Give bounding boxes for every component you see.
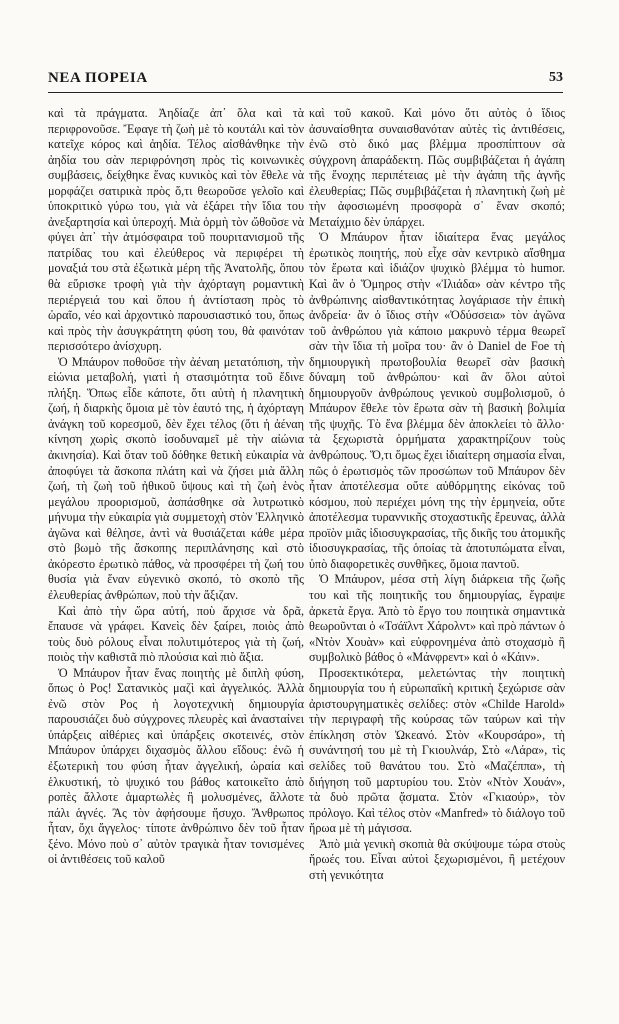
paragraph: Ὁ Μπάυρον ἦταν ἕνας ποιητὴς μὲ διπλὴ φύση, ὅπως ὁ Ρος! Σατανικὸς μαζὶ καὶ ἀγγελικός. Ἀλλὰ ἐνῶ στὸν Ρος ἡ λογοτεχνικὴ δημιουργία παρουσιάζει δυὸ σύγχρονες πλευρὲς καὶ ἀνασταίνει ὑπάρξεις αἰθέριες καὶ ὑπάρξεις σκοτεινές, στὸν Μπάυρον ὑπάρχει διχασμὸς ἄλλου εἴδους: ἐνῶ ἡ ἐξωτερικὴ του φύση ἦταν ἀγγελική, ὡραία καὶ ἑλκυστική, τὸ ψυχικό του βάθος κατοικεῖτο ἀπὸ ροπὲς ἄλλοτε ἁμαρτωλὲς ἢ μολυσμένες, ἄλλοτε πάλι ἁγνές. Ἂς τὸν ἀφήσουμε ἥσυχο. Ἄνθρωπος ἦταν, ὄχι ἄγγελος· τίποτε ἀνθρώπινο δὲν τοῦ ἦταν ξένο. Μόνο ποὺ σ᾽ αὐτὸν τραγικὰ ἦταν τονισμένες οἱ ἀντιθέσεις τοῦ καλοῦ: [48, 665, 304, 867]
paragraph: Ὁ Μπάυρον ποθοῦσε τὴν ἀέναη μετατόπιση, τὴν εἰώνια μεταβολή, γιατὶ ἡ στασιμότητα τοῦ ἔδινε πλήξη. Ὅπως εἶδε κάποτε, ὅτι αὐτὴ ἡ πλανητικὴ ζωή, ἡ διαρκὴς ὅμοια μὲ τὸν ἑαυτό της, ἡ ἀχόρταγη ἀνάγκη τοῦ κορεσμοῦ, δὲν ἔχει τέλος (ὅτι ἡ ἀέναη κίνηση χωρὶς σκοπὸ ἰσοδυναμεῖ μὲ τὴν αἰώνια ἀκινησία). Καὶ ὅταν τοῦ δόθηκε θετικὴ εὐκαιρία νὰ ἀποφύγει τὰ ἄσκοπα πλάτη καὶ νὰ ζήσει μιὰ ἄλλη ζωή, τὴ ζωὴ τοῦ ἠθικοῦ ὕψους καὶ τὴ ζωὴ ἑνὸς μεγάλου προορισμοῦ, ἀσπάσθηκε σὰ λυτρωτικὸ μήνυμα τὴν εὐκαιρία γιὰ συμμετοχὴ στὸν Ἑλληνικὸ ἀγῶνα καὶ θέλησε, ἀντὶ νὰ θυσιάζεται κάθε μέρα στὸ βωμὸ τῆς ἄσκοπης περιπλάνησης καὶ στὸ ἀκόρεστο ἐρωτικὸ πάθος, νὰ προσφέρει τὴ ζωή του θυσία γιὰ ἕναν εὐγενικὸ σκοπό, τὸ σκοπὸ τῆς ἐλευθερίας ἀνθρώπων, ποὺ τὴν ἄξιζαν.: [48, 354, 304, 602]
page-header: [0, 0, 619, 100]
paragraph: Ὁ Μπάυρον ἦταν ἰδιαίτερα ἕνας μεγάλος ἐρωτικὸς ποιητής, ποὺ εἶχε σὰν κεντρικὸ αἴσθημα τὸν ἔρωτα καὶ ἰδιάζον ψυχικὸ βλέμμα τὸ humor. Καὶ ἂν ὁ Ὅμηρος στὴν «Ἰλιάδα» σὰν κέντρο τῆς ἀνθρώπινης αἰσθαντικότητας λογάριασε τὴν ἐπικὴ ἀνδρεία· ἂν ὁ ἴδιος στὴν «Ὀδύσσεια» τὸν ἀγῶνα τοῦ ἀνθρώπου γιὰ κάποιο μακρυνὸ τέρμα θεωρεῖ σὰν τὴν ἴδια τὴ μοῖρα του· ἂν ὁ Daniel de Foe τὴ δημιουργικὴ πρωτοβουλία θεωρεῖ σὰν βασικὴ δύναμη τοῦ ἀνθρώπου· καὶ ἂν ὅλοι αὐτοὶ δημιουργοῦν ἀνθρώπους γενικοὺ συμβολισμοῦ, ὁ Μπάυρον ἔθελε τὸν ἔρωτα σὰν τὴ βασικὴ βολιμία τῆς ψυχῆς. Τὸ ἕνα βλέμμα δὲν ἀποκλείει τὸ ἄλλο· τὰ ξεχωριστὰ ὁρμήματα χαρακτηρίζουν τοὺς ἀνθρώπους. Ὅ,τι ὅμως ἔχει ἰδιαίτερη σημασία εἶναι, πῶς ὁ ἐρωτισμὸς τῶν προσώπων τοῦ Μπάυρον δὲν ἦταν ἀποτέλεσμα οὔτε αὐθόρμητης εἰκόνας τοῦ κόσμου, ποὺ περιέχει μόνη της τὴν ἑρμηνεία, οὔτε ἀποτέλεσμα τυραννικῆς στοχαστικῆς ἔρευνας, ἀλλὰ προϊὸν μιᾶς ἰδιοσυγκρασίας, τῆς δικῆς του ἀτομικῆς ἰδιοσυγκρασίας, τῆς ὁποίας τὰ ἀποτυπώματα εἶναι, ὑπὸ διαφορετικὲς συνθῆκες, ὅμοια παντοῦ.: [309, 230, 565, 571]
paragraph: Καὶ ἀπὸ τὴν ὥρα αὐτή, ποὺ ἄρχισε νὰ δρᾶ, ἔπαυσε νὰ γράφει. Κανεὶς δὲν ξαίρει, ποιὸς ἀπὸ τοὺς δυὸ ρόλους εἶναι πολυτιμότερος γιὰ τὴ ζωή, ποιὸς τὴν καθιστᾶ πιὸ πλούσια καὶ πιὸ ἄξια.: [48, 603, 304, 665]
page-number: 53: [549, 70, 563, 85]
paragraph: καὶ τοῦ κακοῦ. Καὶ μόνο ὅτι αὐτὸς ὁ ἴδιος ἀσυναίσθητα συναισθανόταν αὐτὲς τὶς ἀντιθέσεις, ἐνῶ στὸ δικό μας βλέμμα προσπίπτουν σὰ σύγχρονη ἀπαράδεκτη. Πῶς συμβιβάζεται ἡ ἀγάπη τῆς ἔνοχης περιπέτειας μὲ τὴν ἀγάπη τῆς ἁγνῆς ἐλευθερίας; Πῶς συμβιβάζεται ἡ πλανητικὴ ζωὴ μὲ τὴν ἀφοσιωμένη προσφορὰ σ᾽ ἕναν σκοπό; Μεταίχμιο δὲν ὑπάρχει.: [309, 106, 565, 229]
header-rule: [48, 92, 563, 93]
paragraph: καὶ τὰ πράγματα. Ἀηδίαζε ἀπ᾽ ὅλα καὶ τὰ περιφρονοῦσε. Ἔφαγε τὴ ζωὴ μὲ τὸ κουτάλι καὶ τὸν κατεῖχε κόρος καὶ ἀηδία. Τέλος αἰσθάνθηκε τὴν ἀηδία του σὰν περιφρόνηση πρὸς τὶς κοινωνικὲς συμβάσεις, δείχθηκε ἕνας κυνικὸς καὶ τὸν ἔθελε νὰ μορφάζει σατιρικὰ πρὸς ὅ,τι θεωροῦσε γελοῖο καὶ ὑποκριτικὸ γύρω του, γιὰ νὰ ἐξάρει τὴν ἴδια του ἀνεξαρτησία καὶ ὑπεροχή. Μιὰ ὁρμὴ τὸν ὤθοῦσε νὰ φύγει ἀπ᾽ τὴν ἀτμόσφαιρα τοῦ πουριτανισμοῦ τῆς πατρίδας του καὶ ἐλεύθερος νὰ περιφέρει τὴ μοναξιά του στὰ ἐξωτικὰ μέρη τῆς Ἀνατολῆς, ὅπου θὰ εὕρισκε τροφὴ γιὰ τὴν ἀχόρταγη ρομαντικὴ περιέργειά του καὶ ὅπου ἡ ἀντίσταση πρὸς τὸ ὡραῖο, νέο καὶ ἀρχοντικὸ παρουσιαστικό του, ὅπως καὶ πρὸς τὴν ἀσυγκράτητη φύση του, θὰ φαινόταν περισσότερο ἀνίσχυρη.: [48, 106, 304, 354]
left-column: [48, 106, 304, 868]
paragraph: Προσεκτικότερα, μελετώντας τὴν ποιητικὴ δημιουργία του ἡ εὐρωπαϊκὴ κριτικὴ ξεχώρισε σὰν ἀριστουργηματικὲς σελίδες: στὸν «Childe Harold» τὴν περιγραφὴ τῆς κούρσας τῶν ταύρων καὶ τὴν ἐπίκληση στὸν Ὠκεανό. Στὸν «Κουρσάρο», τὴ συνάντησή του μὲ τὴ Γκιουλνάρ, Στὸ «Λάρα», τὶς σελίδες τοῦ θανάτου του. Στὸ «Μαζέππα», τὴ διήγηση τοῦ μαρτυρίου του. Στὸν «Ντὸν Χουάν», τὰ δυὸ πρῶτα ᾄσματα. Στὸν «Γκιαούρ», τὸν πρόλογο. Καὶ τέλος στὸν «Manfred» τὸ διάλογο τοῦ ἥρωα μὲ τὴ μάγισσα.: [309, 665, 565, 836]
running-title: ΝΕΑ ΠΟΡΕΙΑ: [48, 70, 148, 86]
paragraph: Ἀπὸ μιὰ γενικὴ σκοπιὰ θὰ σκύψουμε τώρα στοὺς ἥρωές του. Εἶναι αὐτοὶ ξεχωρισμένοι, ἢ μετέχουν στὴ γενικότητα: [309, 836, 565, 882]
right-column: [309, 106, 565, 883]
paragraph: Ὁ Μπάυρον, μέσα στὴ λίγη διάρκεια τῆς ζωῆς του καὶ τῆς ποιητικῆς του δημιουργίας, ἔγραψε ἀρκετὰ ἔργα. Ἀπὸ τὸ ἔργο του ποιητικὰ σημαντικὰ θεωροῦνται ὁ «Τσάϊλντ Χάρολντ» καὶ πρὸ πάντων ὁ «Ντὸν Χουὰν» καὶ εὐφρονημένα ἀπὸ στοχασμὸ ἢ συμβολικὸ βάθος ὁ «Μάνφρεντ» καὶ ὁ «Κάιν».: [309, 572, 565, 665]
